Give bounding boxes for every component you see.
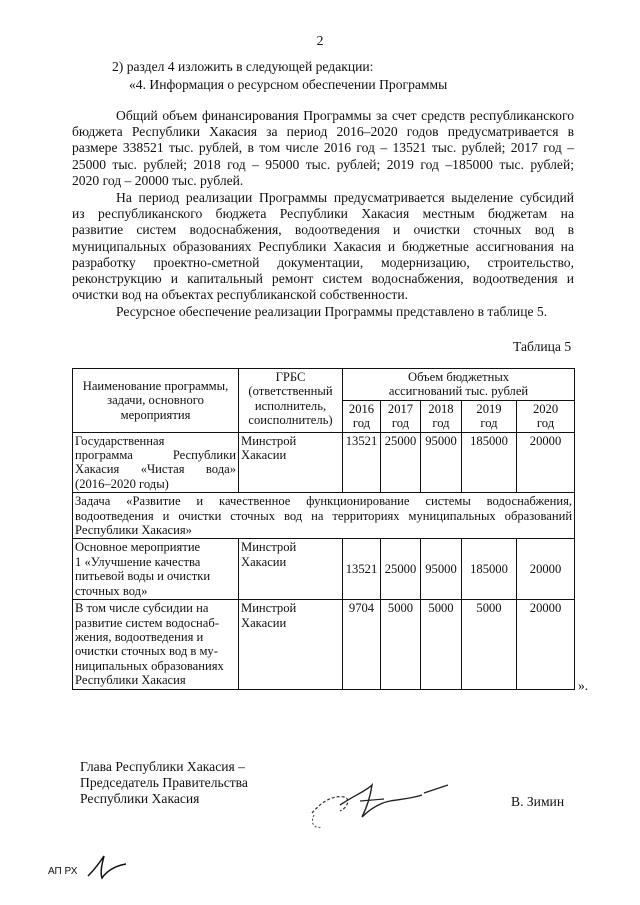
cell-text: питьевой воды и очистки — [75, 569, 211, 584]
cell-text: (2016–2020 годы) — [75, 476, 169, 491]
value-2020: 20000 — [517, 539, 575, 600]
cell-text: Хакасия «Чистая вода» — [75, 462, 236, 477]
section-heading: «4. Информация о ресурсном обеспечении Программы — [129, 77, 448, 92]
signatory-line: Республики Хакасия — [80, 791, 200, 807]
task-cell — [73, 493, 575, 539]
header-text: Наименование программы, — [82, 378, 229, 393]
header-text: задачи, основного — [107, 393, 204, 408]
year-unit: год — [536, 416, 555, 431]
table-row — [73, 539, 575, 600]
value-2018: 95000 — [421, 539, 462, 600]
cell-text: Хакасии — [241, 448, 287, 463]
text-line: развитие систем водоснабжения, водоотведения и очистки сточных вод в — [72, 222, 574, 238]
text-line: бюджета Республики Хакасия за период 2016–2020 годов предусматривается в — [72, 124, 574, 140]
activity-name-cell — [73, 539, 239, 600]
year-header — [462, 400, 517, 432]
value-2020: 20000 — [517, 600, 575, 690]
cell-text: Хакасии — [241, 615, 287, 630]
cell-text: сточных вод» — [75, 583, 148, 598]
cell-text: Республики Хакасия — [75, 673, 186, 688]
grbs-cell — [239, 539, 343, 600]
cell-text: В том числе субсидии на — [75, 601, 209, 616]
signatory-name: В. Зимин — [511, 794, 565, 809]
cell-text: ниципальных образованиях — [75, 658, 224, 673]
cell-text: Минстрой — [241, 540, 297, 555]
header-text: мероприятия — [120, 407, 191, 422]
cell-text: развитие систем водоснаб- — [75, 615, 219, 630]
text-line: муниципальных образованиях Республики Хакасия и бюджетные ассигнования на — [72, 238, 574, 254]
text-line: На период реализации Программы предусматривается выделение субсидий — [116, 190, 574, 205]
cell-text: Минстрой — [241, 601, 297, 616]
header-text: соисполнитель) — [248, 413, 333, 428]
table-row — [73, 432, 575, 493]
table-caption: Таблица 5 — [513, 339, 572, 354]
paragraph-financing — [72, 108, 574, 189]
year-header — [517, 400, 575, 432]
table-row — [73, 600, 575, 690]
text-line: реконструкцию и капитальный ремонт систем водоснабжения, водоотведения и — [72, 271, 574, 287]
header-text: ассигнований тыс. рублей — [388, 384, 529, 399]
program-name-cell — [73, 432, 239, 493]
value-2016: 13521 — [343, 432, 381, 493]
cell-text: Основное мероприятие — [75, 540, 201, 555]
year-value: 2018 — [428, 401, 454, 416]
grbs-cell — [239, 600, 343, 690]
year-unit: год — [432, 416, 450, 431]
year-unit: год — [480, 416, 498, 431]
cell-text: водоотведения и очистки сточных вод на территориях муниципальных образований — [75, 508, 573, 523]
footer-mark: АП РХ — [48, 866, 78, 877]
paragraph-subsidies — [72, 190, 574, 303]
handwritten-signature — [300, 765, 460, 835]
year-header — [381, 400, 421, 432]
header-budget-cell — [343, 369, 575, 401]
year-value: 2017 — [387, 401, 414, 416]
header-text: исполнитель, — [254, 398, 327, 413]
year-value: 2019 — [476, 401, 502, 416]
value-2017: 25000 — [381, 539, 421, 600]
value-2017: 5000 — [381, 600, 421, 690]
value-2017: 25000 — [381, 432, 421, 493]
value-2016: 13521 — [343, 539, 381, 600]
value-2019: 185000 — [462, 539, 517, 600]
value-2018: 95000 — [421, 432, 462, 493]
header-grbs-cell — [239, 369, 343, 433]
cell-text: Задача «Развитие и качественное функционирование системы водоснабжения, — [75, 494, 573, 509]
cell-text: Минстрой — [241, 433, 297, 448]
year-unit: год — [391, 416, 410, 431]
cell-text: Хакасии — [241, 554, 287, 569]
resource-table — [72, 368, 575, 690]
header-text: (ответственный — [248, 384, 333, 399]
cell-text: Республики Хакасия» — [75, 523, 192, 538]
value-2019: 185000 — [462, 432, 517, 493]
cell-text: жения, водоотведения и — [75, 629, 204, 644]
task-row — [73, 493, 575, 539]
year-value: 2016 — [348, 401, 375, 416]
year-unit: год — [352, 416, 371, 431]
text-line: Общий объем финансирования Программы за счет средств республиканского — [116, 108, 574, 123]
cell-text: Государственная — [75, 433, 165, 448]
year-header — [421, 400, 462, 432]
header-text: ГРБС — [275, 370, 306, 384]
text-line: размере 338521 тыс. рублей, в том числе 2016 год – 13521 тыс. рублей; 2017 год – — [72, 140, 574, 156]
paragraph-table-reference: Ресурсное обеспечение реализации Программы представлено в таблице 5. — [116, 304, 548, 319]
value-2018: 5000 — [421, 600, 462, 690]
text-line: 2020 год – 20000 тыс. рублей. — [72, 172, 244, 188]
closing-quote: ». — [578, 678, 589, 693]
year-value: 2020 — [532, 401, 559, 416]
signatory-line: Председатель Правительства — [80, 775, 248, 791]
cell-text: очистки сточных вод в му- — [75, 644, 218, 659]
cell-text: программа Республики — [75, 448, 236, 463]
page-number: 2 — [316, 33, 324, 48]
cell-text: 1 «Улучшение качества — [75, 554, 201, 569]
signatory-title — [80, 759, 248, 808]
value-2020: 20000 — [517, 432, 575, 493]
year-header — [343, 400, 381, 432]
text-line: из республиканского бюджета Республики Хакасия местным бюджетам на — [72, 206, 574, 222]
text-line: разработку проектно-сметной документации, модернизацию, строительство, — [72, 254, 574, 270]
header-name-cell — [73, 369, 239, 433]
text-line: очистки вод на объектах республиканской собственности. — [72, 287, 409, 303]
subsidy-name-cell — [73, 600, 239, 690]
header-text: Объем бюджетных — [407, 370, 510, 384]
initials-mark — [84, 852, 130, 882]
signatory-line: Глава Республики Хакасия – — [80, 759, 245, 774]
value-2019: 5000 — [462, 600, 517, 690]
amendment-item: 2) раздел 4 изложить в следующей редакции: — [112, 59, 374, 74]
grbs-cell — [239, 432, 343, 493]
text-line: 25000 тыс. рублей; 2018 год – 95000 тыс. рублей; 2019 год –185000 тыс. рублей; — [72, 156, 574, 172]
value-2016: 9704 — [343, 600, 381, 690]
